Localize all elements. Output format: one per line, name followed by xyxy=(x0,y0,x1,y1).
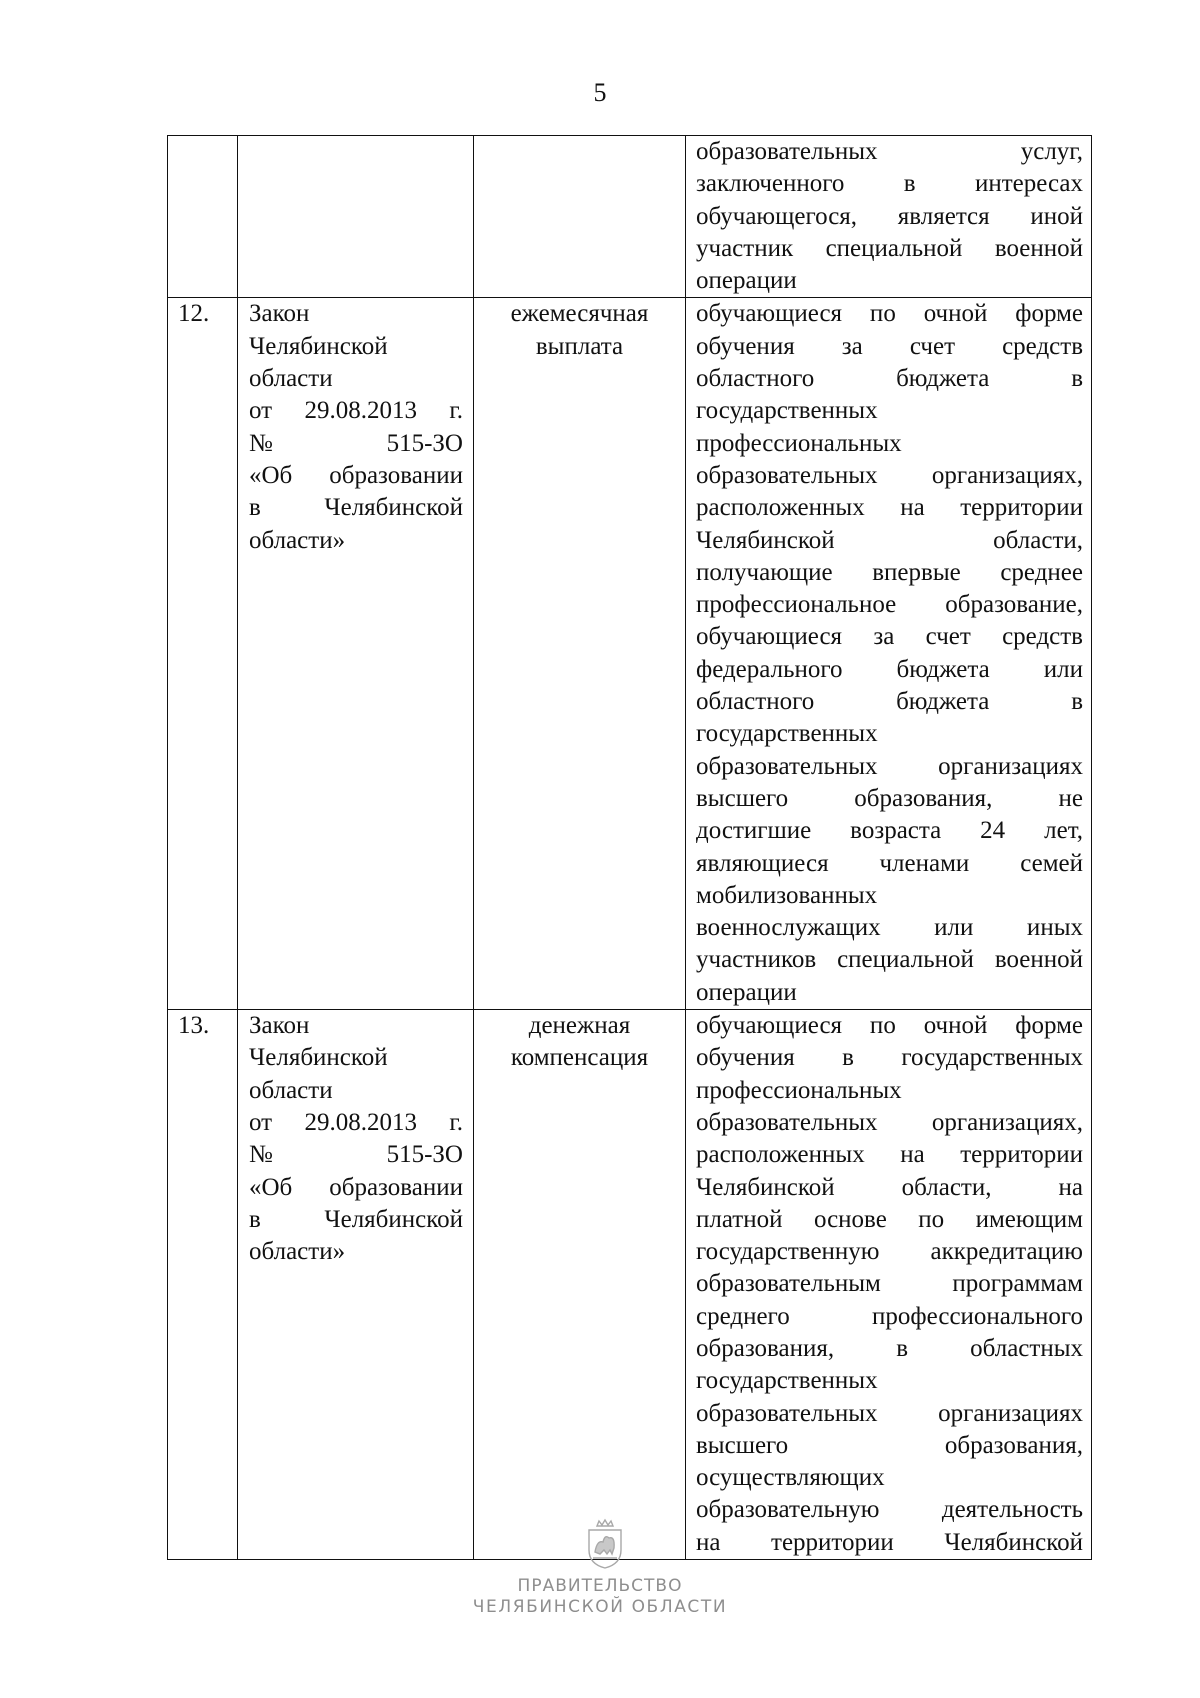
cell-text-line: в Челябинской xyxy=(249,494,463,522)
cell-text-line: ежемесячная xyxy=(510,300,649,328)
cell-text-line: области xyxy=(249,1076,333,1104)
table-row xyxy=(168,1010,1092,1560)
cell-text-line: образовательных организациях xyxy=(696,1399,1083,1427)
cell-text-line: государственную аккредитацию xyxy=(696,1238,1083,1266)
cell-text-line: Челябинской xyxy=(249,1044,388,1072)
cell-text-line: профессиональных xyxy=(696,1076,902,1104)
recipient-category-cell xyxy=(686,136,1092,298)
cell-text-line: области xyxy=(249,365,333,393)
cell-text-line: Челябинской xyxy=(249,332,388,360)
cell-text-line: платной основе по имеющим xyxy=(696,1205,1083,1233)
cell-text-line: государственных xyxy=(696,1367,878,1395)
recipient-category-cell xyxy=(686,1010,1092,1560)
cell-text-line: образовательных услуг, xyxy=(696,138,1083,165)
law-cell xyxy=(238,298,474,1010)
cell-text-line: выплата xyxy=(535,332,624,360)
cell-text-line: образовательных организациях, xyxy=(696,461,1083,489)
cell-text-line: операции xyxy=(696,267,797,295)
payment-kind-cell xyxy=(474,1010,686,1560)
row-number-cell xyxy=(168,298,238,1010)
cell-text-line: достигшие возраста 24 лет, xyxy=(696,817,1083,845)
table-row xyxy=(168,136,1092,298)
recipient-category-cell xyxy=(686,298,1092,1010)
cell-text-line: обучающиеся по очной форме xyxy=(696,1012,1083,1040)
cell-text-line: расположенных на территории xyxy=(696,494,1083,522)
benefits-table xyxy=(167,135,1092,1560)
cell-text-line: государственных xyxy=(696,397,878,425)
cell-text-line: получающие впервые среднее xyxy=(696,558,1083,586)
row-number-cell xyxy=(168,136,238,298)
cell-text-line: участников специальной военной xyxy=(696,946,1083,974)
footer-org-line-1: ПРАВИТЕЛЬСТВО xyxy=(517,1576,683,1596)
cell-text-line: области» xyxy=(249,526,346,554)
cell-text-line: Закон xyxy=(249,1012,310,1040)
cell-text-line: образовательную деятельность xyxy=(696,1496,1083,1524)
cell-text-line: участник специальной военной xyxy=(696,234,1083,262)
cell-text-line: операции xyxy=(696,978,797,1006)
cell-text-line: «Об образовании xyxy=(249,461,463,489)
row-number: 13. xyxy=(178,1012,210,1040)
cell-text-line: на территории Челябинской xyxy=(696,1528,1083,1556)
cell-text-line: областного бюджета в xyxy=(696,365,1083,393)
cell-text-line: заключенного в интересах xyxy=(696,170,1083,198)
cell-text-line: № 515-ЗО xyxy=(249,1141,463,1169)
cell-text-line: № 515-ЗО xyxy=(249,429,463,457)
page-number: 5 xyxy=(593,78,607,107)
cell-text-line: среднего профессионального xyxy=(696,1302,1083,1330)
cell-text-line: расположенных на территории xyxy=(696,1141,1083,1169)
row-number-cell xyxy=(168,1010,238,1560)
cell-text-line: профессиональных xyxy=(696,429,902,457)
cell-text-line: «Об образовании xyxy=(249,1173,463,1201)
payment-kind-cell xyxy=(474,136,686,298)
row-number: 12. xyxy=(178,300,210,328)
cell-text-line: от 29.08.2013 г. xyxy=(249,397,463,425)
cell-text-line: мобилизованных xyxy=(696,881,878,909)
chelyabinsk-coat-of-arms-icon xyxy=(583,1518,627,1570)
cell-text-line: образовательных организациях, xyxy=(696,1108,1083,1136)
cell-text-line: обучения в государственных xyxy=(696,1044,1083,1072)
cell-text-line: являющиеся членами семей xyxy=(696,849,1083,877)
cell-text-line: Закон xyxy=(249,300,310,328)
cell-text-line: образования, в областных xyxy=(696,1334,1083,1362)
cell-text-line: высшего образования, не xyxy=(696,784,1083,812)
cell-text-line: образовательных организациях xyxy=(696,752,1083,780)
cell-text-line: от 29.08.2013 г. xyxy=(249,1108,463,1136)
cell-text-line: области» xyxy=(249,1238,346,1266)
cell-text-line: государственных xyxy=(696,720,878,748)
cell-text-line: профессиональное образование, xyxy=(696,591,1083,619)
cell-text-line: обучающиеся по очной форме xyxy=(696,300,1083,328)
cell-text-line: обучения за счет средств xyxy=(696,332,1083,360)
cell-text-line: компенсация xyxy=(510,1044,649,1072)
law-cell xyxy=(238,1010,474,1560)
cell-text-line: областного бюджета в xyxy=(696,688,1083,716)
law-cell xyxy=(238,136,474,298)
table-row xyxy=(168,298,1092,1010)
cell-text-line: Челябинской области, xyxy=(696,526,1083,554)
cell-text-line: федерального бюджета или xyxy=(696,655,1083,683)
cell-text-line: денежная xyxy=(528,1012,631,1040)
payment-kind-cell xyxy=(474,298,686,1010)
cell-text-line: в Челябинской xyxy=(249,1205,463,1233)
footer-org-line-2: ЧЕЛЯБИНСКОЙ ОБЛАСТИ xyxy=(472,1597,728,1617)
cell-text-line: осуществляющих xyxy=(696,1464,885,1492)
cell-text-line: высшего образования, xyxy=(696,1431,1083,1459)
cell-text-line: образовательным программам xyxy=(696,1270,1083,1298)
cell-text-line: обучающегося, является иной xyxy=(696,202,1083,230)
cell-text-line: военнослужащих или иных xyxy=(696,914,1083,942)
cell-text-line: Челябинской области, на xyxy=(696,1173,1083,1201)
cell-text-line: обучающиеся за счет средств xyxy=(696,623,1083,651)
